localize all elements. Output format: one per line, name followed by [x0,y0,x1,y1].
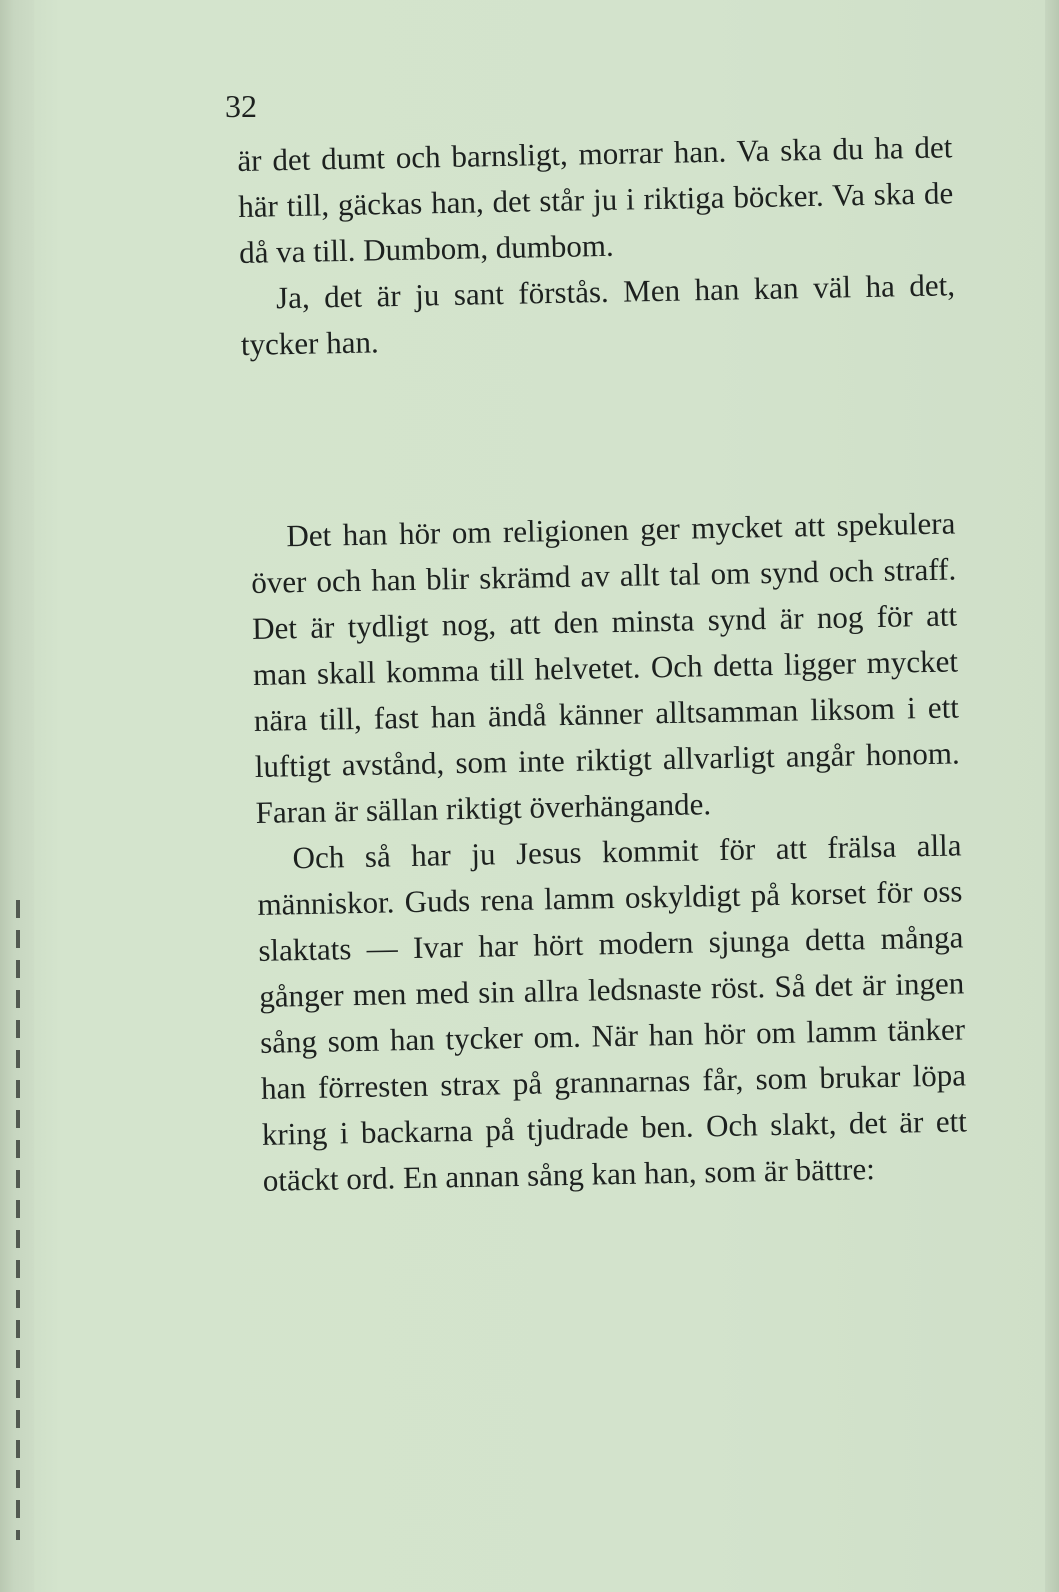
text-section-one [237,124,956,368]
paragraph: är det dumt och barnsligt, morrar han. Va ska du ha det här till, gäckas han, det står ju i riktiga böcker. Va ska de då va till. Dumbom, dumbom. [237,129,954,270]
binding-edge [16,900,20,1540]
paragraph: Och så har ju Jesus kommit för att frälsa alla människor. Guds rena lamm oskyldigt på korset för oss slaktats — Ivar har hört modern sjunga detta många gånger men med sin allra ledsnaste röst. Så det är ingen sång som han tycker om. När han hör om lamm tänker han förresten strax på grannarnas får, som brukar löpa kring i backarna på tjudrade ben. Och slakt, det är ett otäckt ord. En annan sång kan han, som är bättre: [257,827,968,1198]
page-edge [1045,0,1059,1592]
page-spine-shadow [0,0,34,1592]
paragraph: Ja, det är ju sant förstås. Men han kan väl ha det, tycker han. [240,267,956,362]
paragraph: Det han hör om religionen ger mycket att spekulera över och han blir skrämd av allt tal om synd och straff. Det är tydligt nog, att den minsta synd är nog för att man skall komma till helvetet. Och detta ligger mycket nära till, fast han ändå känner alltsamman liksom i ett luftigt avstånd, som inte riktigt allvarligt angår honom. Faran är sällan riktigt överhängande. [250,505,961,830]
page-number: 32 [225,88,257,124]
text-section-two [250,500,968,1203]
